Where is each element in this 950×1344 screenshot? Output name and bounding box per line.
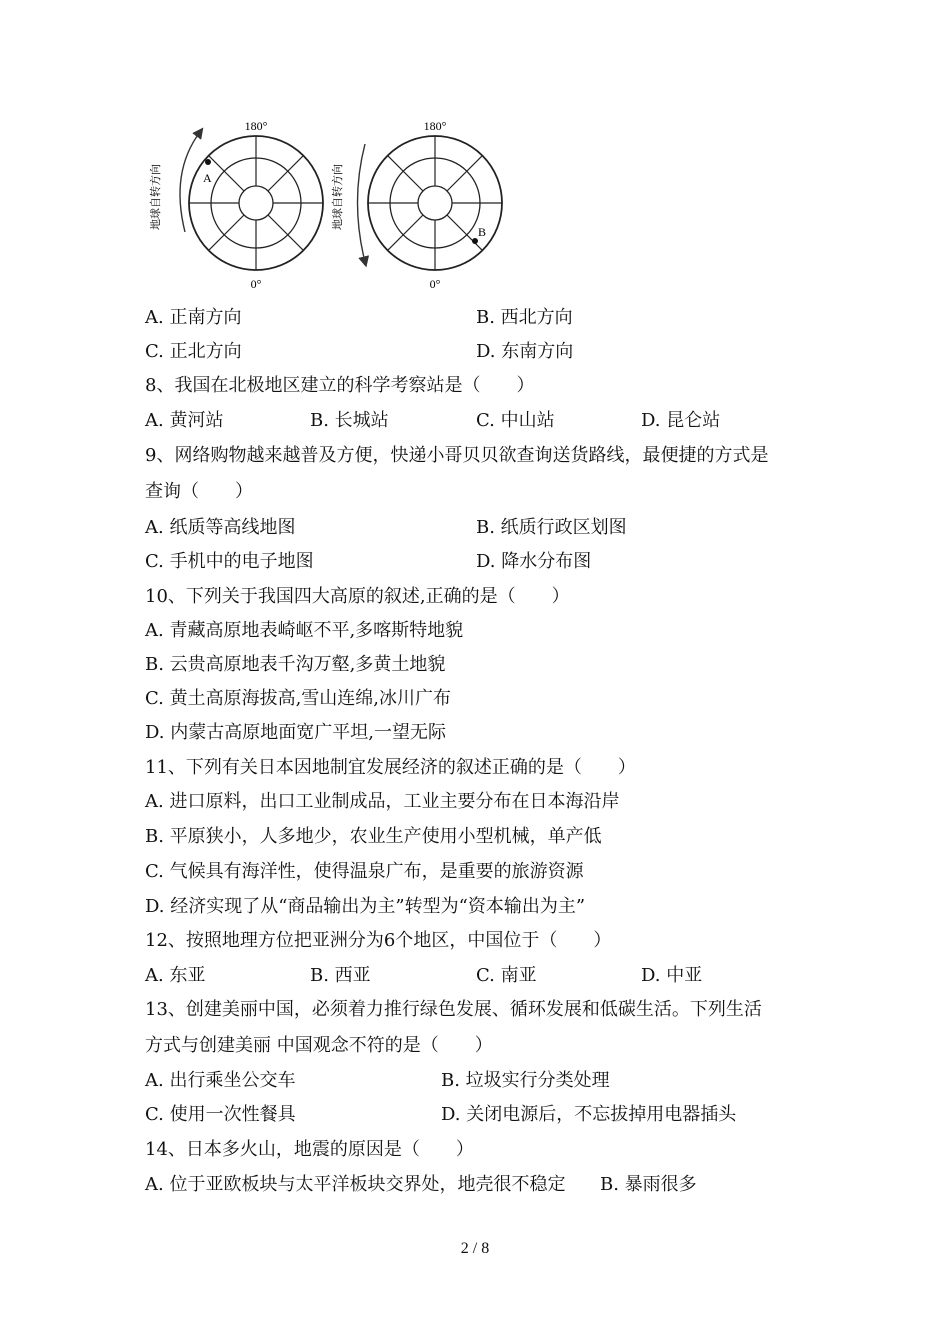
q10-stem: 10、下列关于我国四大高原的叙述,正确的是（ ） (145, 586, 570, 607)
point-b-label: B (478, 225, 487, 239)
q12-option-d: D. 中亚 (641, 965, 703, 986)
left-rotation-label: 地球自转方向 (149, 164, 162, 230)
point-a-dot (205, 159, 211, 165)
q12-option-b: B. 西亚 (310, 965, 371, 986)
q8-option-a: A. 黄河站 (145, 410, 224, 431)
right-polar-view (330, 119, 502, 291)
left-bottom-label: 0° (250, 277, 262, 291)
q12-option-c: C. 南亚 (476, 965, 537, 986)
right-top-label: 180° (423, 119, 447, 133)
q11-option-c: C. 气候具有海洋性，使得温泉广布，是重要的旅游资源 (145, 861, 584, 882)
q10-option-a: A. 青藏高原地表崎岖不平,多喀斯特地貌 (145, 620, 464, 641)
q14-option-a: A. 位于亚欧板块与太平洋板块交界处，地壳很不稳定 (145, 1174, 566, 1195)
q8-option-c: C. 中山站 (476, 410, 555, 431)
q13-stem-line2: 方式与创建美丽 中国观念不符的是（ ） (145, 1035, 493, 1056)
q8-stem: 8、我国在北极地区建立的科学考察站是（ ） (145, 375, 535, 396)
point-a-label: A (203, 171, 212, 185)
q9-stem-line1: 9、网络购物越来越普及方便，快递小哥贝贝欲查询送货路线，最便捷的方式是 (145, 445, 769, 466)
q9-option-c: C. 手机中的电子地图 (145, 551, 314, 572)
q10-option-b: B. 云贵高原地表千沟万壑,多黄土地貌 (145, 654, 446, 675)
q7-option-b: B. 西北方向 (476, 307, 573, 328)
left-polar-view (148, 119, 323, 291)
q8-option-d: D. 昆仑站 (641, 410, 721, 431)
q13-option-d: D. 关闭电源后，不忘拔掉用电器插头 (441, 1104, 737, 1125)
q13-option-c: C. 使用一次性餐具 (145, 1104, 296, 1125)
rotation-arrow-down-icon (358, 144, 366, 262)
q9-option-a: A. 纸质等高线地图 (145, 517, 296, 538)
right-bottom-label: 0° (429, 277, 441, 291)
q14-stem: 14、日本多火山，地震的原因是（ ） (145, 1139, 474, 1160)
q11-stem: 11、下列有关日本因地制宜发展经济的叙述正确的是（ ） (145, 757, 636, 778)
left-top-label: 180° (244, 119, 268, 133)
q11-option-b: B. 平原狭小，人多地少，农业生产使用小型机械，单产低 (145, 826, 602, 847)
q8-option-b: B. 长城站 (310, 410, 389, 431)
q7-option-d: D. 东南方向 (476, 341, 574, 362)
q13-option-b: B. 垃圾实行分类处理 (441, 1070, 610, 1091)
q9-option-b: B. 纸质行政区划图 (476, 517, 627, 538)
q7-option-c: C. 正北方向 (145, 341, 242, 362)
q11-option-a: A. 进口原料，出口工业制成品，工业主要分布在日本海沿岸 (145, 791, 620, 812)
page-number: 2 / 8 (460, 1240, 490, 1257)
q9-stem-line2: 查询（ ） (145, 481, 253, 502)
q13-option-a: A. 出行乘坐公交车 (145, 1070, 296, 1091)
q12-stem: 12、按照地理方位把亚洲分为6个地区，中国位于（ ） (145, 930, 612, 951)
q14-option-b: B. 暴雨很多 (600, 1174, 697, 1195)
polar-diagram-figure (145, 112, 505, 294)
q12-option-a: A. 东亚 (145, 965, 206, 986)
q9-option-d: D. 降水分布图 (476, 551, 592, 572)
q10-option-d: D. 内蒙古高原地面宽广平坦,一望无际 (145, 722, 446, 743)
q10-option-c: C. 黄土高原海拔高,雪山连绵,冰川广布 (145, 688, 452, 709)
q13-stem-line1: 13、创建美丽中国，必须着力推行绿色发展、循环发展和低碳生活。下列生活 (145, 999, 762, 1020)
right-rotation-label: 地球自转方向 (331, 164, 344, 230)
q7-option-a: A. 正南方向 (145, 307, 242, 328)
q11-option-d: D. 经济实现了从“商品输出为主”转型为“资本输出为主” (145, 896, 586, 917)
